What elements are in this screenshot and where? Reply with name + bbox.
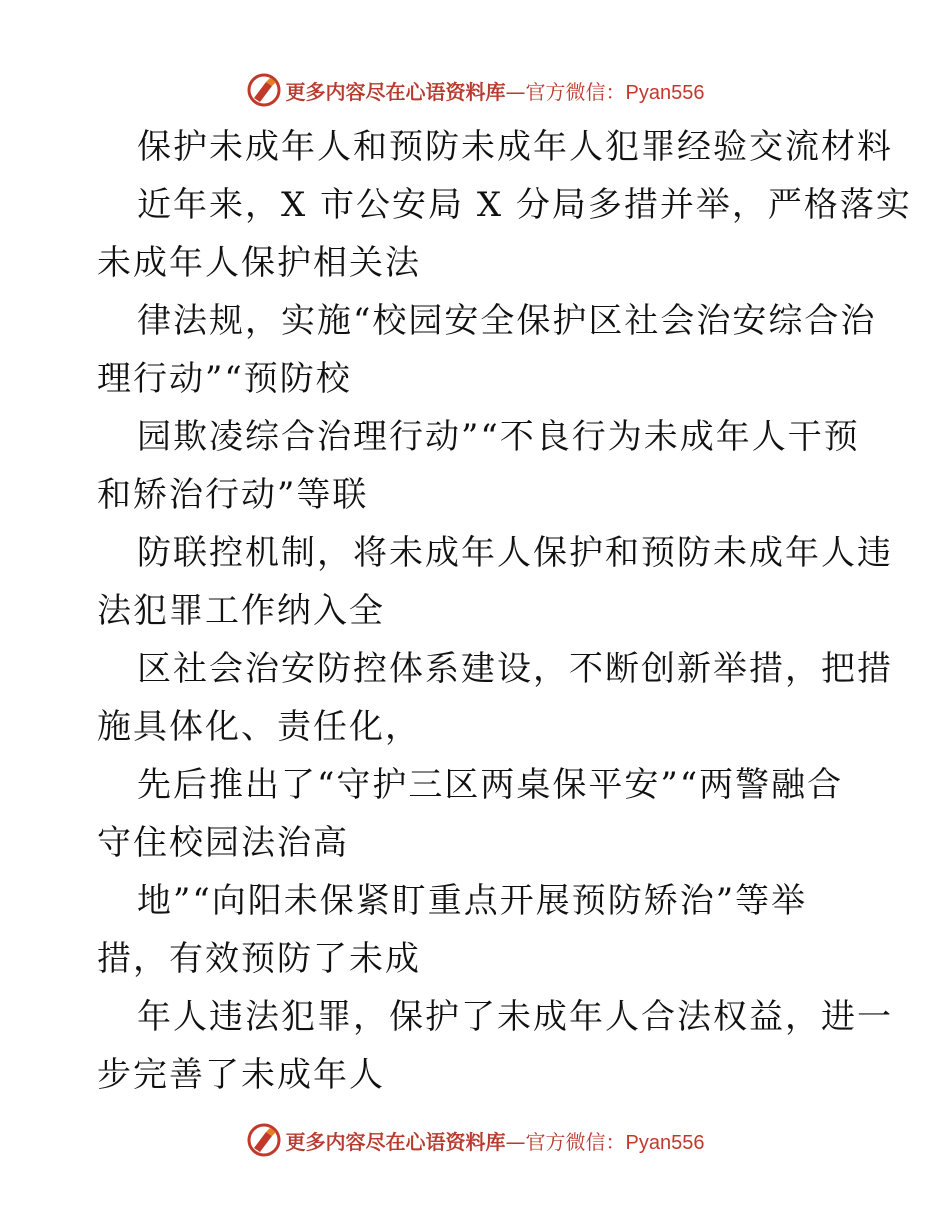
header-account: Pyan556 [625, 81, 705, 104]
header-banner [0, 70, 950, 110]
paragraph-line: 守住校园法治高 [97, 823, 349, 863]
footer-account: Pyan556 [625, 1131, 705, 1154]
document-title: 保护未成年人和预防未成年人犯罪经验交流材料 [137, 127, 893, 167]
paragraph-line: 年人违法犯罪，保护了未成年人合法权益，进一 [137, 997, 893, 1037]
header-banner-text [286, 76, 705, 105]
header-brand: 更多内容尽在心语资料库 [285, 79, 506, 104]
paragraph-line: 施具体化、责任化， [97, 707, 421, 747]
paragraph-line: 法犯罪工作纳入全 [97, 591, 385, 631]
paragraph-line: 区社会治安防控体系建设，不断创新举措，把措 [137, 649, 893, 689]
footer-separator: — [505, 1129, 526, 1154]
paragraph-line: 未成年人保护相关法 [97, 243, 421, 283]
paragraph-line: 先后推出了“守护三区两桌保平安”“两警融合 [137, 765, 844, 805]
footer-banner-text [286, 1126, 705, 1155]
paragraph-line: 地”“向阳未保紧盯重点开展预防矫治”等举 [137, 881, 808, 921]
footer-brand: 更多内容尽在心语资料库 [285, 1129, 506, 1154]
logo-icon [246, 1122, 282, 1158]
paragraph-line: 理行动”“预防校 [97, 359, 352, 399]
paragraph-line: 防联控机制，将未成年人保护和预防未成年人违 [137, 533, 893, 573]
paragraph-line: 措，有效预防了未成 [97, 939, 421, 979]
paragraph-line: 和矫治行动”等联 [97, 475, 369, 515]
document-body [97, 118, 912, 1104]
logo-icon [246, 72, 282, 108]
footer-contact-label: 官方微信： [525, 1129, 626, 1154]
paragraph-line: 律法规，实施“校园安全保护区社会治安综合治 [137, 301, 877, 341]
header-contact-label: 官方微信： [525, 79, 626, 104]
paragraph-line: 园欺凌综合治理行动”“不良行为未成年人干预 [137, 417, 860, 457]
footer-banner [0, 1120, 950, 1160]
header-separator: — [505, 79, 526, 104]
paragraph-line: 步完善了未成年人 [97, 1055, 385, 1095]
paragraph-line: 近年来，X 市公安局 X 分局多措并举，严格落实 [137, 185, 912, 225]
